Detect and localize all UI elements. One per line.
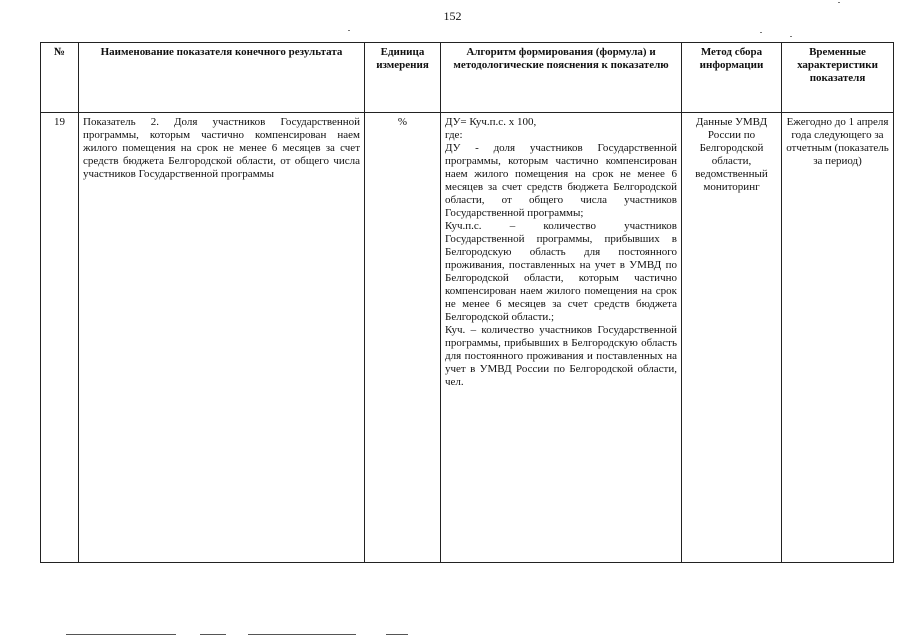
- table-header-row: [41, 43, 894, 113]
- scan-artifact-line: [386, 634, 408, 635]
- row-indicator-name: Показатель 2. Доля участников Государственной программы, которым частично компенсирован наем жилого помещения на срок не менее 6 месяцев за счет средств бюджета Белгородской области, от общего числа участников Государственной программы: [79, 113, 365, 563]
- header-unit: Единица измерения: [365, 43, 441, 113]
- table-row: [41, 113, 894, 563]
- row-timing: Ежегодно до 1 апреля года следующего за отчетным (показатель за период): [782, 113, 894, 563]
- formula-line: где:: [445, 129, 463, 141]
- header-method: Метод сбора информации: [682, 43, 782, 113]
- row-unit: %: [365, 113, 441, 563]
- scan-artifact-line: [66, 634, 176, 635]
- formula-line: Куч.п.с. – количество участников Государственной программы, прибывших в Белгородскую область для постоянного проживания, поставленных на учет в УМВД по Белгородской области, которым частично компенсирован наем жилого помещения на срок не менее 6 месяцев за счет средств бюджета Белгородской области.;: [445, 220, 677, 323]
- header-indicator-name: Наименование показателя конечного результата: [79, 43, 365, 113]
- scan-artifact-dot: [838, 2, 840, 3]
- formula-line: ДУ= Куч.п.с. х 100,: [445, 116, 537, 128]
- scan-artifact-line: [248, 634, 356, 635]
- header-number: №: [41, 43, 79, 113]
- header-formula: Алгоритм формирования (формула) и методологические пояснения к показателю: [441, 43, 682, 113]
- scan-artifact-dot: [348, 30, 350, 31]
- row-method: Данные УМВД России по Белгородской области, ведомственный мониторинг: [682, 113, 782, 563]
- row-number: 19: [41, 113, 79, 563]
- formula-line: ДУ - доля участников Государственной программы, которым частично компенсирован наем жилого помещения на срок не менее 6 месяцев за счет средств бюджета Белгородской области, от общего числа участников Государственной программы;: [445, 142, 677, 219]
- row-formula: [441, 113, 682, 563]
- header-timing: Временные характеристики показателя: [782, 43, 894, 113]
- indicator-table: [40, 42, 894, 563]
- scan-artifact-line: [200, 634, 226, 635]
- page-number: 152: [443, 9, 462, 23]
- formula-line: Куч. – количество участников Государственной программы, прибывших в Белгородскую область для постоянного проживания и поставленных на учет в УМВД России по Белгородской области, чел.: [445, 324, 677, 388]
- scan-artifact-dot: [760, 32, 762, 33]
- scan-artifact-dot: [790, 36, 792, 37]
